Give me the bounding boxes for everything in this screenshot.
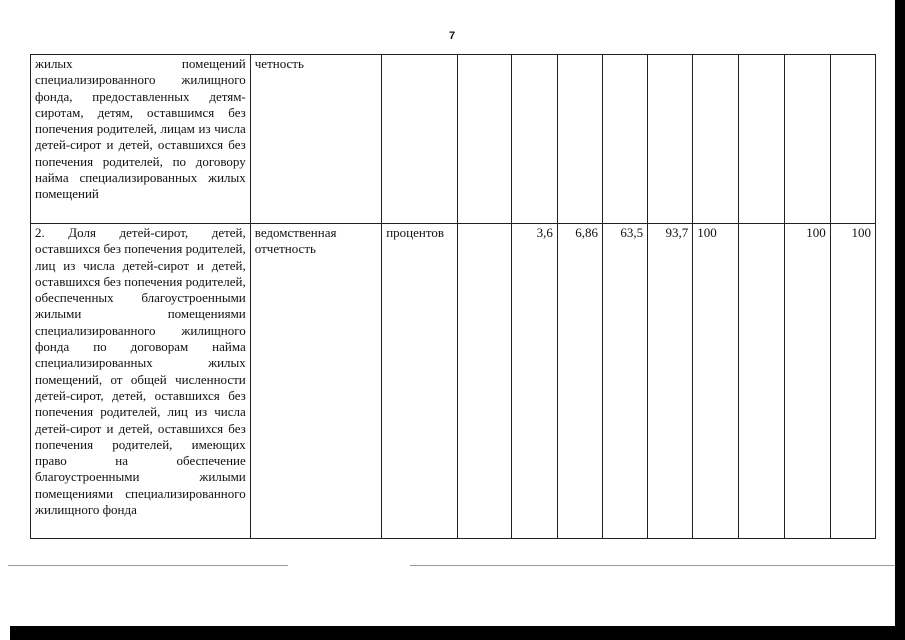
value-cell [458, 55, 511, 224]
value-cell [830, 55, 875, 224]
scan-line-left [8, 565, 288, 566]
indicator-cell: 2. Доля детей-сирот, детей, оставшихся без попечения родителей, лиц из числа детей-сирот и детей, оставшихся без попечения родителей, обеспеченных благоустроенными жилыми помещениями специализированного жилищного фонда по договорам найма специализированных жилых помещений, от общей численности детей-сирот, детей, оставшихся без попечения родителей, лиц из числа детей-сирот и детей, оставшихся без попечения родителей, имеющих право на обеспечение благоустроенными жилыми помещениями специализированного жилищного фонда [31, 224, 251, 539]
indicator-cell: жилых помещений специализированного жилищного фонда, предоставленных детям-сиротам, детям, оставшимся без попечения родителей, лицам из числа детей-сирот и детей, оставшихся без попечения родителей, по договору найма специализированных жилых помещений [31, 55, 251, 224]
value-cell [511, 55, 557, 224]
page-number: 7 [448, 30, 456, 42]
value-cell [458, 224, 511, 539]
scan-line-right [410, 565, 895, 566]
value-cell: 3,6 [511, 224, 557, 539]
value-cell [557, 55, 602, 224]
value-cell [784, 55, 830, 224]
table-row [31, 224, 876, 539]
unit-cell [382, 55, 458, 224]
value-cell [602, 55, 647, 224]
indicators-table [30, 54, 876, 539]
source-cell: четность [250, 55, 381, 224]
value-cell: 100 [693, 224, 739, 539]
value-cell: 100 [830, 224, 875, 539]
value-cell [693, 55, 739, 224]
source-cell: ведомственная отчетность [250, 224, 381, 539]
value-cell [739, 224, 784, 539]
value-cell: 6,86 [557, 224, 602, 539]
unit-cell: процентов [382, 224, 458, 539]
value-cell [648, 55, 693, 224]
table-row [31, 55, 876, 224]
value-cell [739, 55, 784, 224]
value-cell: 93,7 [648, 224, 693, 539]
scan-edge-right [895, 0, 905, 640]
scan-edge-bottom [10, 626, 900, 640]
value-cell: 63,5 [602, 224, 647, 539]
value-cell: 100 [784, 224, 830, 539]
